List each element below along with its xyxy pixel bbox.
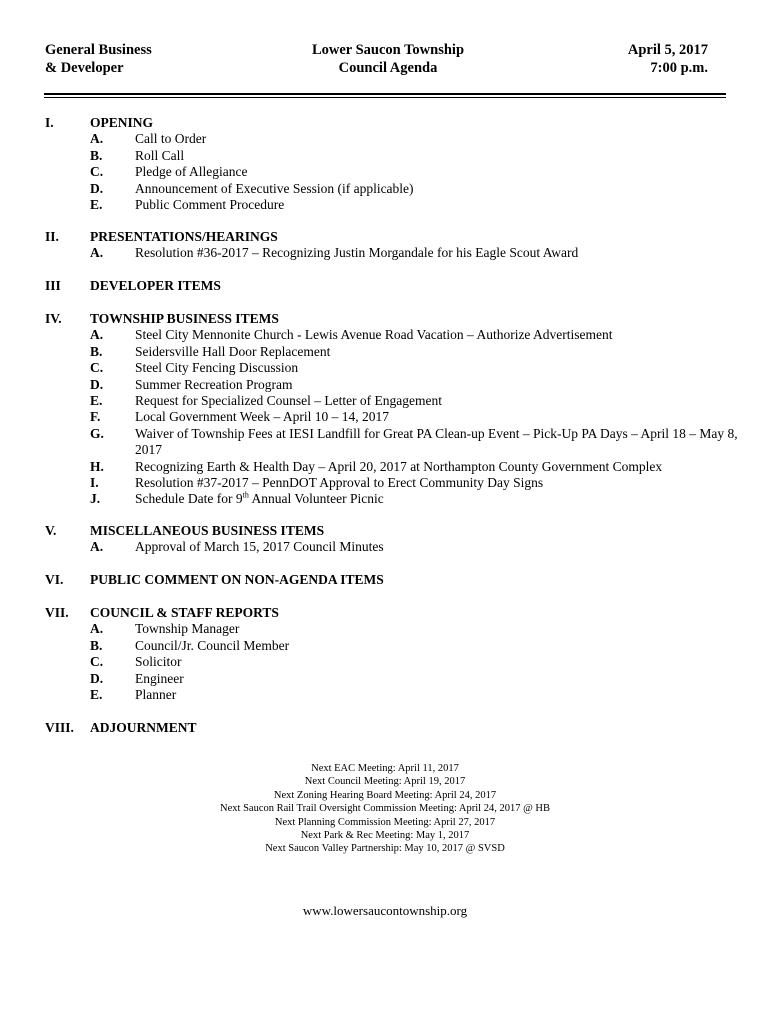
ordinal-suffix: th bbox=[242, 490, 249, 500]
item-text: Seidersville Hall Door Replacement bbox=[135, 343, 331, 359]
item-text: Announcement of Executive Session (if applicable) bbox=[135, 180, 414, 196]
item-text: Solicitor bbox=[135, 654, 182, 670]
agenda-item bbox=[45, 131, 745, 147]
agenda-item bbox=[45, 393, 745, 409]
item-letter: D. bbox=[90, 180, 104, 196]
item-text: Recognizing Earth & Health Day – April 20, 2017 at Northampton County Government Complex bbox=[135, 458, 663, 474]
section-title: MISCELLANEOUS BUSINESS ITEMS bbox=[90, 523, 325, 538]
item-text-part: Annual Volunteer Picnic bbox=[248, 491, 384, 507]
meeting-note: Next Planning Commission Meeting: April 27, 2017 bbox=[274, 816, 496, 828]
agenda-item bbox=[45, 409, 745, 425]
item-text: Engineer bbox=[135, 670, 184, 686]
meeting-note: Next Zoning Hearing Board Meeting: April 24, 2017 bbox=[273, 789, 497, 801]
item-letter: F. bbox=[90, 409, 101, 425]
header-right bbox=[628, 41, 708, 77]
item-letter: C. bbox=[90, 164, 104, 180]
meeting-time: 7:00 p.m. bbox=[650, 60, 708, 76]
header-left-line2: & Developer bbox=[45, 60, 124, 76]
agenda-item bbox=[45, 671, 745, 687]
item-text bbox=[135, 491, 384, 506]
item-letter: E. bbox=[90, 197, 103, 213]
section-title: ADJOURNMENT bbox=[90, 720, 197, 735]
item-text: Planner bbox=[135, 687, 177, 703]
meeting-date: April 5, 2017 bbox=[627, 42, 708, 58]
agenda-item bbox=[45, 654, 745, 670]
agenda-section bbox=[45, 720, 745, 736]
header-rule-thin bbox=[44, 97, 726, 98]
agenda-item bbox=[45, 181, 745, 197]
agenda-item bbox=[45, 475, 745, 491]
item-text: Request for Specialized Counsel – Letter of Engagement bbox=[135, 393, 443, 409]
item-letter: A. bbox=[90, 539, 104, 555]
agenda-item bbox=[45, 360, 745, 376]
agenda-item bbox=[45, 621, 745, 637]
agenda-section bbox=[45, 229, 745, 262]
item-letter: A. bbox=[90, 621, 104, 637]
item-letter: E. bbox=[90, 393, 103, 409]
item-letter: A. bbox=[90, 245, 104, 261]
item-letter: I. bbox=[90, 475, 99, 491]
website-url[interactable]: www.lowersaucontownship.org bbox=[302, 903, 468, 918]
item-letter: D. bbox=[90, 376, 104, 392]
section-number: VIII. bbox=[45, 720, 74, 735]
agenda-item bbox=[45, 245, 745, 261]
upcoming-meetings bbox=[0, 762, 770, 856]
section-number: VI. bbox=[45, 572, 64, 587]
agenda-item bbox=[45, 491, 745, 507]
section-number: III bbox=[45, 278, 61, 293]
section-title: COUNCIL & STAFF REPORTS bbox=[90, 605, 279, 620]
agenda-item bbox=[45, 327, 745, 343]
agenda-item bbox=[45, 377, 745, 393]
document-subtitle: Council Agenda bbox=[338, 60, 438, 76]
meeting-note: Next Saucon Rail Trail Oversight Commission Meeting: April 24, 2017 @ HB bbox=[220, 803, 550, 815]
item-text: Approval of March 15, 2017 Council Minutes bbox=[135, 539, 384, 555]
agenda-section bbox=[45, 278, 745, 294]
item-text: Steel City Mennonite Church - Lewis Avenue Road Vacation – Authorize Advertisement bbox=[135, 327, 613, 343]
item-text: Council/Jr. Council Member bbox=[135, 637, 290, 653]
meeting-note: Next Park & Rec Meeting: May 1, 2017 bbox=[300, 830, 470, 842]
item-text: Pledge of Allegiance bbox=[135, 164, 248, 180]
agenda-item bbox=[45, 539, 745, 555]
meeting-note: Next Council Meeting: April 19, 2017 bbox=[304, 776, 466, 788]
item-letter: C. bbox=[90, 654, 104, 670]
agenda-item bbox=[45, 197, 745, 213]
agenda-item bbox=[45, 459, 745, 475]
item-text: Local Government Week – April 10 – 14, 2017 bbox=[135, 409, 389, 425]
section-title: OPENING bbox=[90, 115, 154, 130]
meeting-note: Next EAC Meeting: April 11, 2017 bbox=[311, 763, 459, 774]
section-number: II. bbox=[45, 229, 59, 244]
agenda-section bbox=[45, 115, 745, 213]
section-number: IV. bbox=[45, 311, 62, 326]
agenda-section bbox=[45, 605, 745, 703]
item-text: Public Comment Procedure bbox=[135, 197, 285, 213]
item-text: Township Manager bbox=[135, 621, 240, 637]
item-letter: C. bbox=[90, 360, 104, 376]
item-text: Call to Order bbox=[135, 131, 207, 147]
agenda-item bbox=[45, 687, 745, 703]
section-title: DEVELOPER ITEMS bbox=[90, 278, 221, 293]
item-text: Waiver of Township Fees at IESI Landfill for Great PA Clean-up Event – Pick-Up PA Days – April 18 – May 8, 2017 bbox=[135, 425, 738, 458]
agenda-item bbox=[45, 344, 745, 360]
header-rule-thick bbox=[44, 93, 726, 95]
item-letter: D. bbox=[90, 670, 104, 686]
item-text: Resolution #37-2017 – PennDOT Approval to Erect Community Day Signs bbox=[135, 475, 544, 491]
item-letter: J. bbox=[90, 491, 101, 507]
item-text: Summer Recreation Program bbox=[135, 376, 293, 392]
section-title: PUBLIC COMMENT ON NON-AGENDA ITEMS bbox=[90, 572, 384, 587]
agenda-section bbox=[45, 572, 745, 588]
section-title: TOWNSHIP BUSINESS ITEMS bbox=[90, 311, 279, 326]
item-text: Roll Call bbox=[135, 147, 185, 163]
section-title: PRESENTATIONS/HEARINGS bbox=[90, 229, 278, 244]
item-text: Resolution #36-2017 – Recognizing Justin Morgandale for his Eagle Scout Award bbox=[135, 245, 579, 261]
agenda-section bbox=[45, 523, 745, 556]
item-text-part: Schedule Date for 9 bbox=[135, 491, 243, 507]
item-letter: E. bbox=[90, 687, 103, 703]
section-number: V. bbox=[45, 523, 57, 538]
item-letter: H. bbox=[90, 458, 104, 474]
item-letter: B. bbox=[90, 147, 103, 163]
section-number: VII. bbox=[45, 605, 69, 620]
agenda-section bbox=[45, 311, 745, 508]
agenda-item bbox=[45, 148, 745, 164]
meeting-note: Next Saucon Valley Partnership: May 10, 2017 @ SVSD bbox=[265, 843, 505, 855]
item-letter: B. bbox=[90, 637, 103, 653]
agenda-item bbox=[45, 426, 745, 459]
header-left-line1: General Business bbox=[45, 42, 152, 58]
item-letter: A. bbox=[90, 131, 104, 147]
item-letter: B. bbox=[90, 343, 103, 359]
agenda-item bbox=[45, 164, 745, 180]
item-letter: A. bbox=[90, 327, 104, 343]
item-text: Steel City Fencing Discussion bbox=[135, 360, 299, 376]
section-number: I. bbox=[45, 115, 54, 130]
item-letter: G. bbox=[90, 425, 104, 441]
agenda-item bbox=[45, 638, 745, 654]
document-title: Lower Saucon Township bbox=[311, 42, 465, 58]
